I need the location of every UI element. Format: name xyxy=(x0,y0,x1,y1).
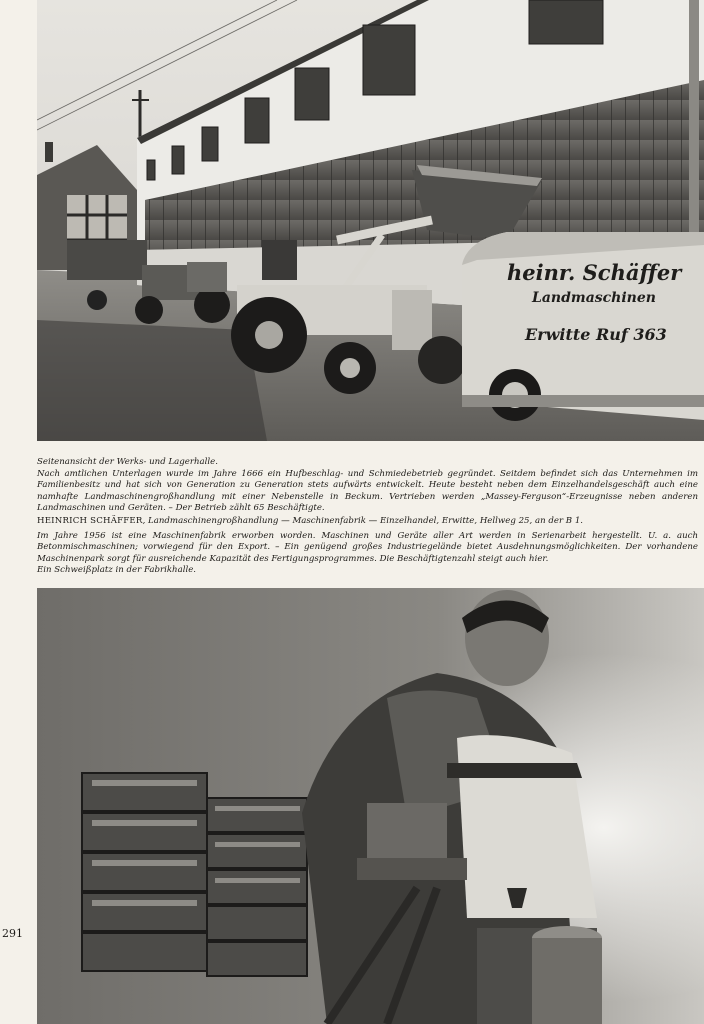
caption-history: Nach amtlichen Unterlagen wurde im Jahre 1666 ein Hufbeschlag- und Schmiedebetrieb gegründet. Seitdem befindet sich das Unternehmen im Familienbesitz und hat sich von Generation zu Generation stets aufwärts entwickelt. Heute besteht neben dem Einzelhandelsgeschäft auch eine namhafte Landmaschinengroßhandlung mit einer Nebenstelle in Beckum. Vertrieben werden „Massey-Ferguson“-Erzeugnisse neben anderen Landmaschinen und Geräten. – Der Betrieb zählt 65 Beschäftigte. xyxy=(37,468,698,514)
photo-welding-station xyxy=(37,588,704,1024)
photo-factory-hall xyxy=(37,0,704,441)
van-lettering-trade: Landmaschinen xyxy=(532,290,656,306)
caption-welding: Ein Schweißplatz in der Fabrikhalle. xyxy=(37,565,197,576)
company-details: , Landmaschinengroßhandlung — Maschinenfabrik — Einzelhandel, Erwitte, Hellweg 25, an der B 1. xyxy=(142,515,584,526)
company-heading xyxy=(37,516,698,528)
caption-factory: Im Jahre 1956 ist eine Maschinenfabrik erworben worden. Maschinen und Geräte aller Art werden in Serienarbeit hergestellt. U. a. auch Betonmischmaschinen; vorwiegend für den Export. – Ein genügend großes Industriegelände bietet Ausdehnungsmöglichkeiten. Der vorhandene Maschinenpark sorgt für ausreichende Kapazität des Fertigungsprogrammes. Die Beschäftigtenzahl steigt auch hier. xyxy=(37,530,698,564)
van-lettering-name: heinr. Schäffer xyxy=(507,260,682,285)
delivery-van xyxy=(462,232,704,421)
caption-block xyxy=(37,457,698,577)
company-name: HEINRICH SCHÄFFER xyxy=(37,515,143,526)
stacked-metal-boxes xyxy=(82,773,307,976)
caption-title: Seitenansicht der Werks- und Lagerhalle. xyxy=(37,457,218,467)
page-number: 291 xyxy=(2,927,23,940)
van-lettering-phone: Erwitte Ruf 363 xyxy=(525,325,667,344)
